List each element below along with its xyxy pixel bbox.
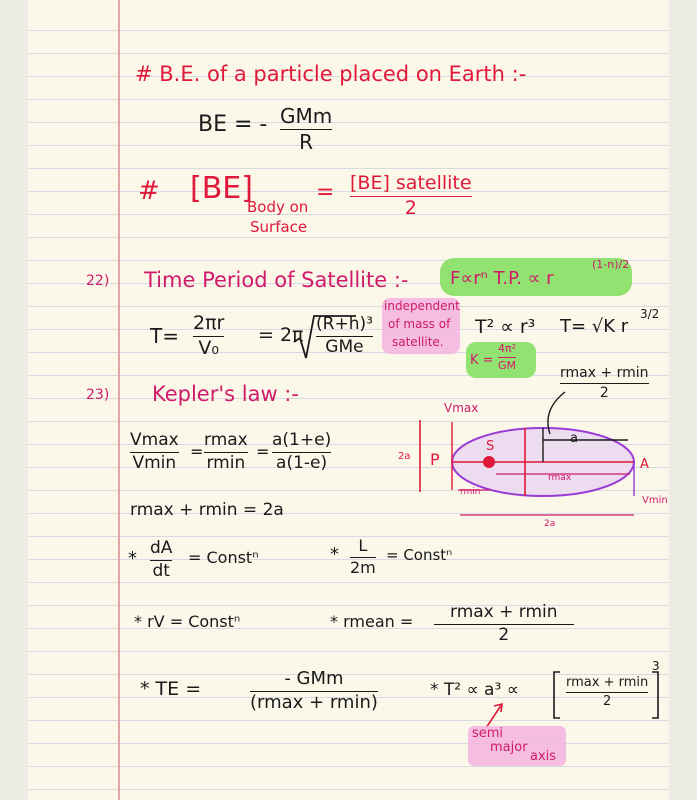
area-star: * [128, 548, 137, 569]
right-edge [669, 0, 697, 800]
diag-a: a [570, 431, 578, 446]
diag-2a-bottom: 2a [544, 519, 556, 529]
pink-note-2: of mass of [388, 317, 451, 331]
k-lhs: K = [470, 353, 494, 368]
rv-law: * rV = Constⁿ [134, 612, 241, 631]
rmin-den: rmin [206, 452, 246, 473]
diag-p: P [430, 450, 440, 469]
l-star: * [330, 544, 339, 565]
vmin-den: Vmin [132, 452, 177, 473]
period-frac-1 [193, 314, 224, 359]
t2a3-den: 2 [602, 693, 612, 709]
k-num: 4π² [498, 342, 517, 355]
diag-rmin: rmin [460, 487, 481, 497]
rmean-num: rmax + rmin [450, 602, 558, 622]
period-den-2: GMe [325, 336, 364, 357]
pink-note-3: satellite. [392, 335, 444, 349]
t2a3-lhs: * T² ∝ a³ ∝ [430, 680, 519, 700]
period-num-2: (R+h)³ [316, 314, 373, 334]
period-lhs: T= [150, 324, 179, 348]
t2a3-exp: 3 [652, 659, 660, 673]
rmean-fraction [450, 604, 558, 645]
be-lhs: BE = - [198, 112, 268, 137]
area-rhs: = Constⁿ [188, 548, 259, 567]
r-ratio-frac [204, 432, 248, 473]
period-num-1: 2πr [193, 312, 225, 334]
be-bracket: [BE] [190, 171, 253, 206]
diag-rmax: rmax [548, 473, 572, 483]
k-fraction [498, 343, 516, 371]
area-den: dt [152, 560, 170, 581]
v-eq-1: = [190, 442, 204, 461]
l-fraction [350, 538, 376, 577]
avg-r-den: 2 [599, 384, 609, 401]
t-sqrt-k: T= √K r [560, 316, 629, 337]
be-eq: = [316, 180, 335, 205]
hash-2: # [138, 176, 160, 206]
period-den-1: V₀ [198, 336, 219, 359]
sub-body-on: Body on [247, 198, 309, 216]
a1pe-num: a(1+e) [272, 430, 332, 450]
te-den: (rmax + rmin) [250, 691, 378, 713]
period-frac-2 [316, 316, 373, 357]
heading-be: # B.E. of a particle placed on Earth :- [135, 62, 527, 86]
green-note-exp: (1-n)/2 [592, 258, 630, 271]
a1me-den: a(1-e) [276, 452, 328, 473]
be-sat-num: [BE] satellite [350, 172, 472, 194]
l-num: L [358, 536, 368, 555]
be-sat-fraction [350, 174, 472, 219]
pink-note-1: independent [384, 299, 460, 313]
left-edge [0, 0, 28, 800]
axis-word: axis [530, 749, 557, 764]
margin-line [118, 0, 120, 800]
t2-r3: T² ∝ r³ [475, 316, 536, 338]
be-den: R [299, 130, 314, 154]
diag-s: S [486, 439, 495, 454]
rmean-lhs: * rmean = [330, 612, 414, 631]
t2a3-fraction [566, 676, 648, 708]
e-ratio-frac [272, 432, 331, 473]
be-sat-den: 2 [404, 196, 417, 219]
green-note: F∝rⁿ T.P. ∝ r [450, 268, 554, 289]
rmean-den: 2 [498, 624, 510, 645]
avg-r-num: rmax + rmin [560, 365, 649, 381]
r-sum: rmax + rmin = 2a [130, 500, 284, 520]
major-word: major [490, 740, 528, 755]
te-fraction [250, 670, 378, 713]
diag-2a-left: 2a [398, 451, 411, 462]
l-rhs: = Constⁿ [386, 546, 453, 564]
item-22-title: Time Period of Satellite :- [144, 268, 409, 292]
v-ratio-frac [130, 432, 179, 473]
k-den: GM [498, 358, 517, 372]
rmax-num: rmax [204, 430, 248, 450]
sun-dot [483, 456, 495, 468]
area-num: dA [150, 538, 173, 558]
l-den: 2m [350, 557, 376, 577]
diag-vmax: Vmax [444, 401, 479, 415]
semi-word: semi [472, 726, 504, 741]
be-fraction [280, 106, 332, 153]
te-num: - GMm [284, 668, 344, 689]
area-fraction [150, 540, 172, 581]
avg-r-fraction [560, 366, 649, 400]
vmax-num: Vmax [130, 430, 179, 450]
t2a3-num: rmax + rmin [566, 675, 649, 690]
v-eq-2: = [256, 442, 270, 461]
be-num: GMm [280, 104, 333, 128]
item-22-number: 22) [86, 273, 110, 289]
period-eq2: = 2π [258, 324, 304, 346]
diag-A: A [640, 457, 649, 472]
te-lhs: * TE = [140, 678, 202, 700]
item-23-title: Kepler's law :- [152, 382, 299, 406]
sub-surface: Surface [250, 218, 308, 236]
t-sqrt-exp: 3/2 [640, 307, 660, 321]
diag-vmin: Vmin [642, 495, 668, 506]
item-23-number: 23) [86, 387, 110, 403]
